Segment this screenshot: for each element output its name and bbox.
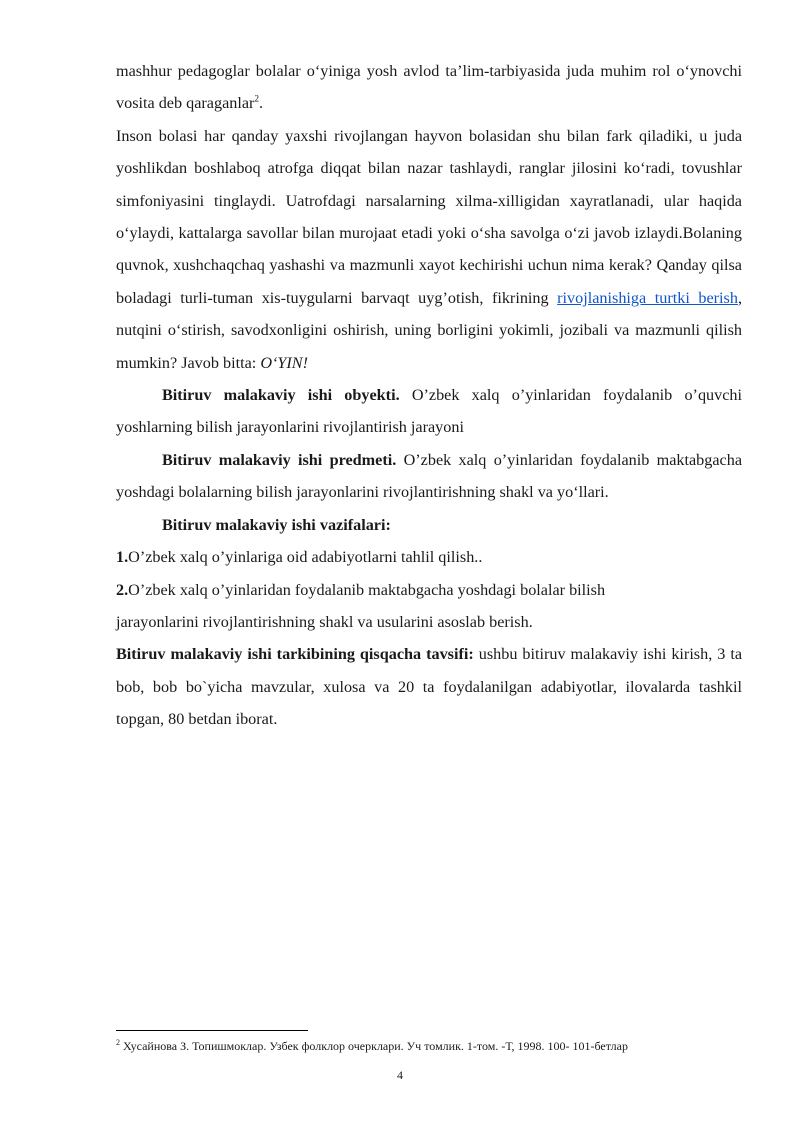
paragraph-intro-text: mashhur pedagoglar bolalar o‘yiniga yosh avlod ta’lim-tarbiyasida juda muhim rol o‘ynovchi vosita deb qaraganlar [116, 62, 742, 113]
paragraph-summary [116, 638, 742, 735]
paragraph-tasks-heading [116, 509, 742, 541]
subject-heading: Bitiruv malakaviy ishi predmeti. [162, 450, 397, 469]
footnote-number: 2 [116, 1038, 120, 1047]
summary-text: ushbu bitiruv malakaviy ishi kirish, 3 ta bob, bob bo`yicha mavzular, xulosa va 20 ta foydalanilgan adabiyotlar, ilovalarda tashkil topgan, 80 betdan iborat. [116, 645, 743, 729]
paragraph-inson-text: Inson bolasi har qanday yaxshi rivojlangan hayvon bolasidan shu bilan fark qiladiki, u juda yoshlikdan boshlaboq atrofga diqqat bilan nazar tashlaydi, ranglar jilosini ko‘radi, tovushlar simfoniyasini tinglaydi. Uatrofdagi narsalarning xilma-xilligidan xayratlanadi, ular haqida o‘ylaydi, kattalarga savollar bilan murojaat etadi yoki o‘sha savolga o‘zi javob izlaydi.Bolaning quvnok, xushchaqchaq yashashi va mazmunli xayot kechirishi uchun nima kerak? Qanday qilsa boladagi turli-tuman xis-tuygularni barvaqt uyg’otish, fikrining [116, 126, 742, 307]
paragraph-inson-text-2: , nutqini o‘stirish, savodxonligini oshirish, uning borligini yokimli, jozibali va mazmunli qilish mumkin? Javob bitta: [116, 288, 742, 372]
task-text-1: O’zbek xalq o’yinlariga oid adabiyotlarni tahlil qilish.. [128, 548, 483, 567]
paragraph-intro-end: . [258, 94, 263, 113]
footnote-ref[interactable]: 2 [254, 94, 259, 105]
task-item-1 [116, 541, 742, 573]
paragraph-inson [116, 120, 742, 379]
object-text: O’zbek xalq o’yinlaridan foydalanib o’quvchi yoshlarning bilish jarayonlarini rivojlantirish jarayoni [116, 386, 742, 437]
paragraph-subject [116, 444, 742, 509]
body-text [116, 55, 742, 736]
answer-italic: O‘YIN! [260, 353, 308, 372]
footnote-text: Хусайнова З. Топишмоклар. Узбек фолклор очерклари. Уч томлик. 1-том. -Т, 1998. 100- 101-бетлар [120, 1039, 628, 1053]
paragraph-intro [116, 55, 742, 120]
hyperlink[interactable]: rivojlanishiga turtki berish [557, 288, 738, 307]
tasks-heading: Bitiruv malakaviy ishi vazifalari: [162, 515, 391, 534]
task-number-1: 1. [116, 548, 129, 567]
page-number: 4 [397, 1068, 403, 1082]
footnote [116, 1038, 756, 1054]
summary-heading: Bitiruv malakaviy ishi tarkibining qisqacha tavsifi: [116, 645, 474, 664]
paragraph-object [116, 379, 742, 444]
subject-text: O’zbek xalq o’yinlaridan foydalanib maktabgacha yoshdagi bolalarning bilish jarayonlarini rivojlantirishning shakl va yo‘llari. [116, 450, 743, 502]
task-text-2: O’zbek xalq o’yinlaridan foydalanib maktabgacha yoshdagi bolalar bilish jarayonlarini rivojlantirishning shakl va usularini asoslab berish. [116, 580, 606, 631]
task-number-2: 2. [116, 580, 129, 599]
footnote-separator [116, 1030, 308, 1031]
task-item-2 [116, 574, 742, 639]
object-heading: Bitiruv malakaviy ishi obyekti. [162, 386, 400, 405]
